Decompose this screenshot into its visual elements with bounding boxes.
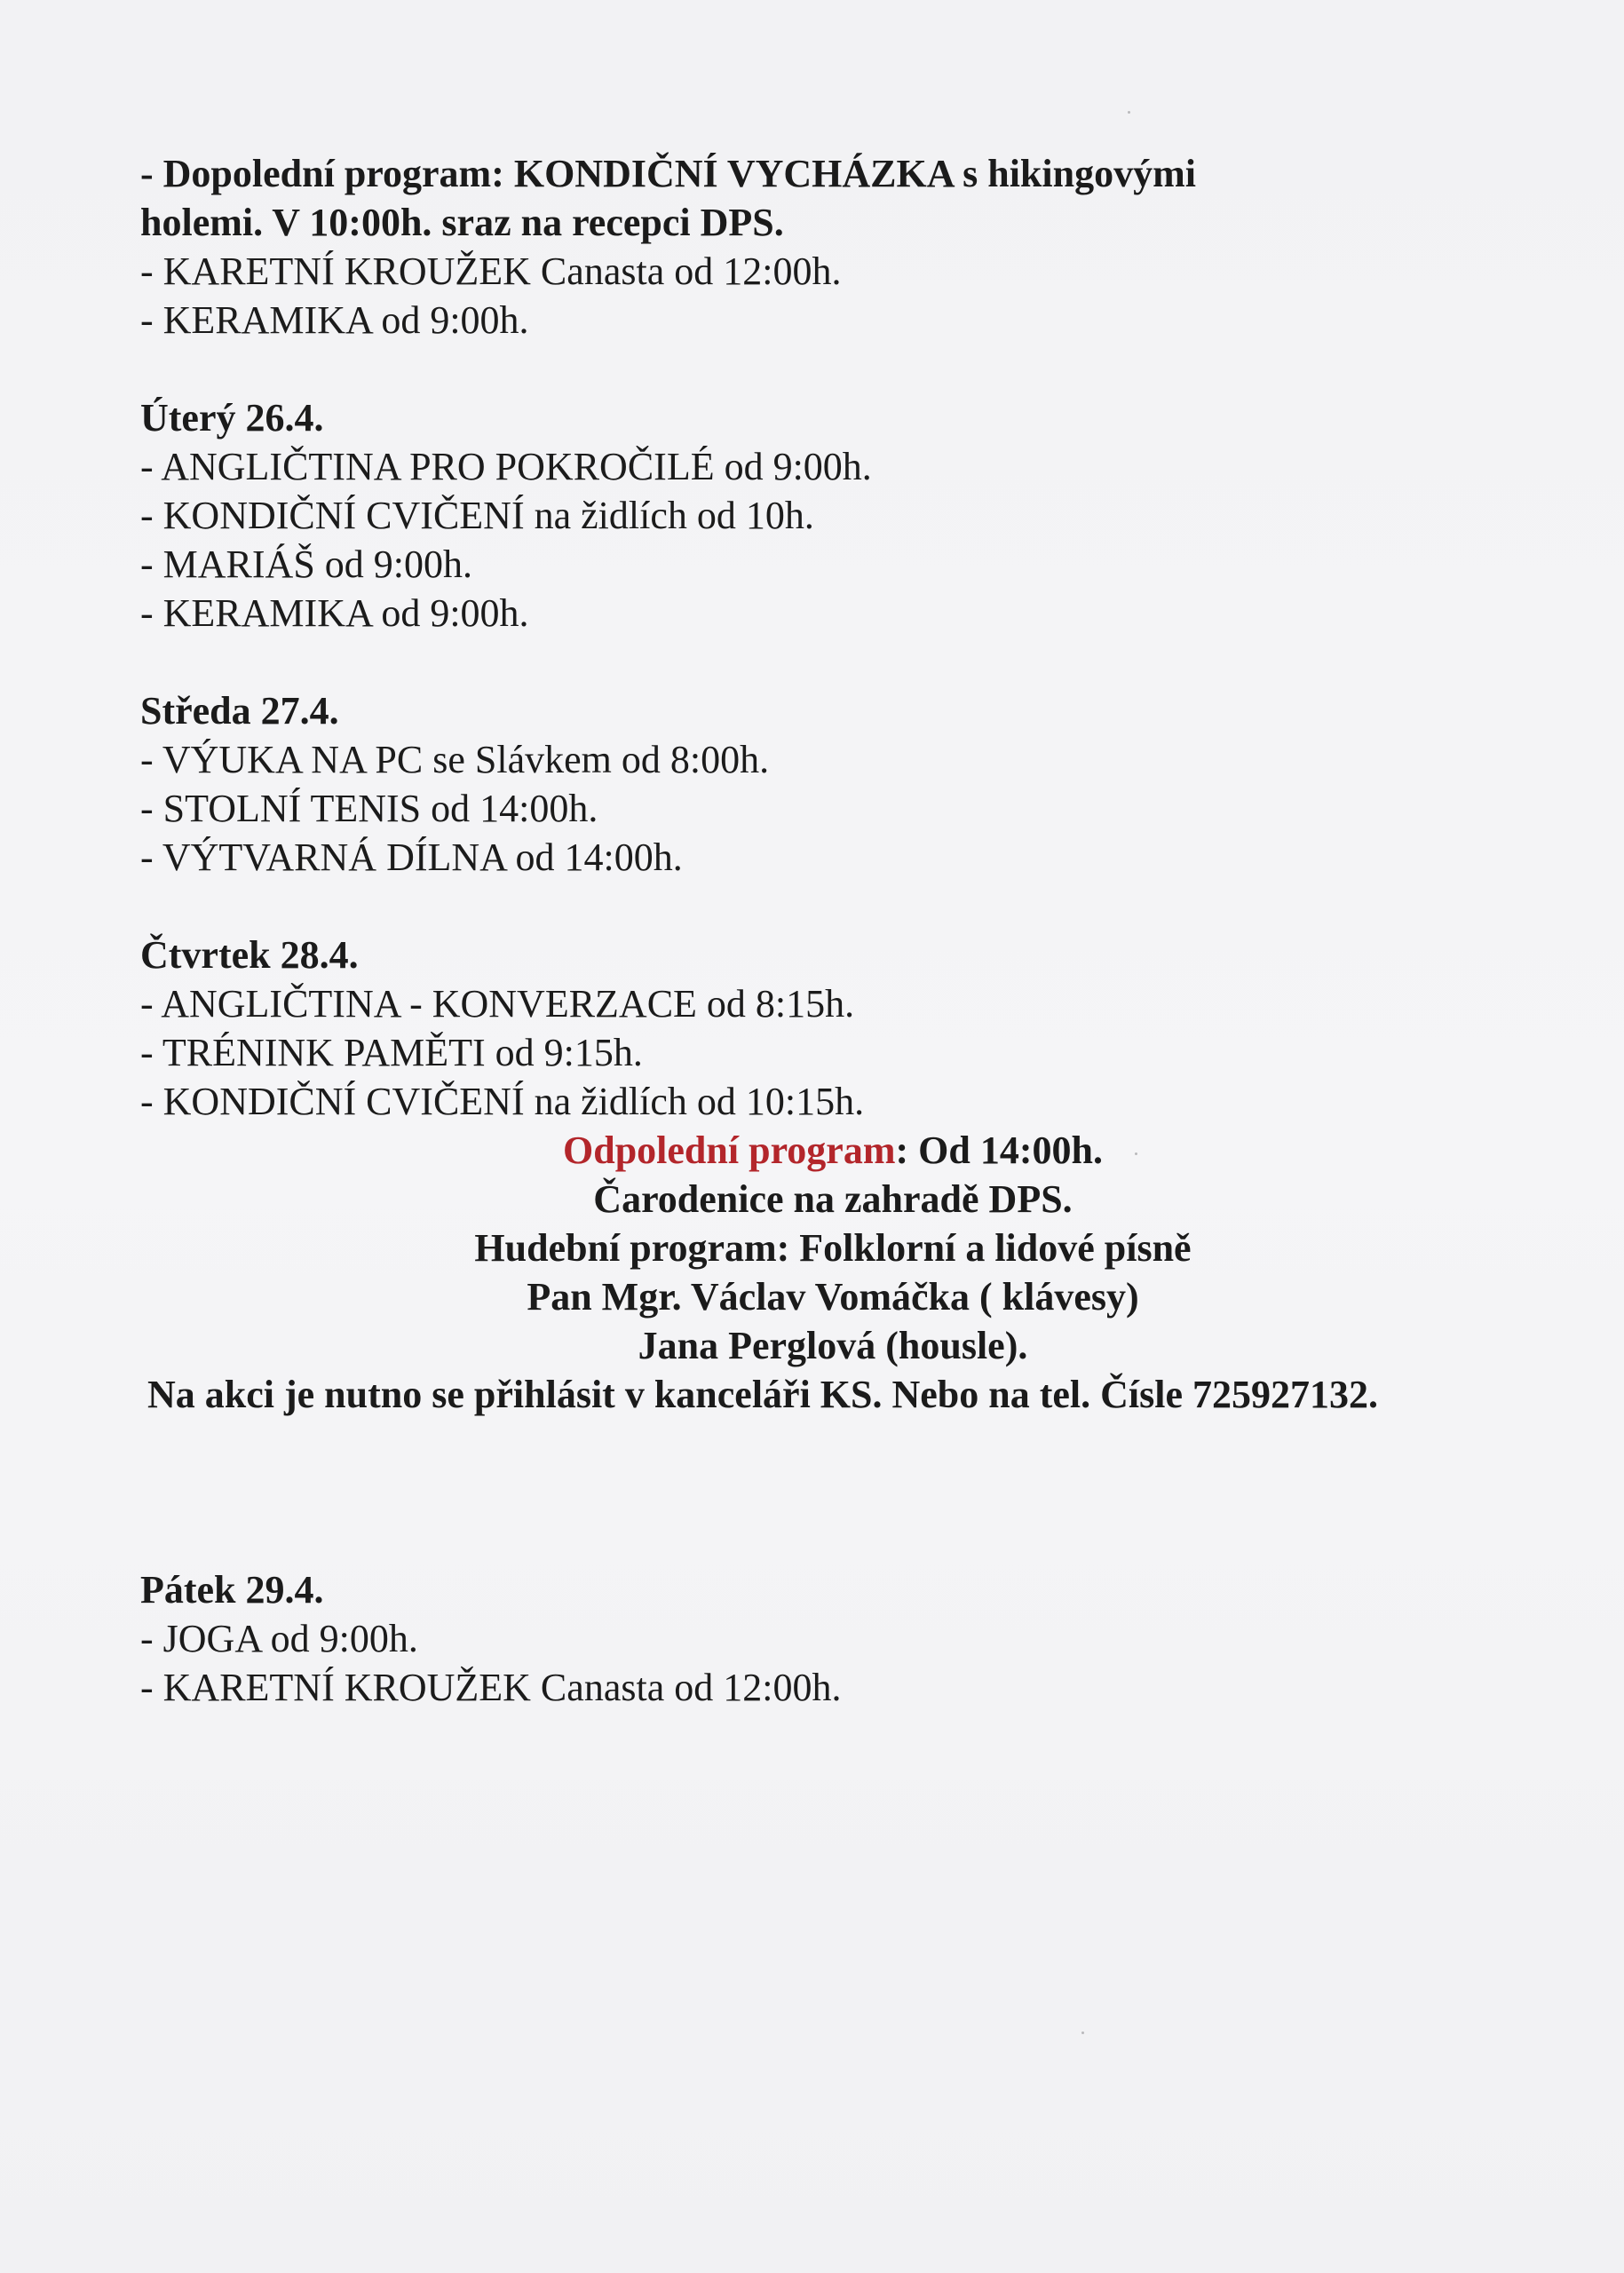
afternoon-line: Pan Mgr. Václav Vomáčka ( klávesy) <box>527 1275 1139 1319</box>
schedule-item: - JOGA od 9:00h. <box>140 1617 418 1660</box>
afternoon-program <box>140 1126 1525 1370</box>
schedule-item: - KERAMIKA od 9:00h. <box>140 591 529 635</box>
scan-speck <box>1135 1152 1137 1155</box>
schedule-content <box>140 149 1525 1712</box>
afternoon-label: Odpolední program <box>563 1129 896 1172</box>
schedule-item: - STOLNÍ TENIS od 14:00h. <box>140 787 598 830</box>
day-heading-friday: Pátek 29.4. <box>140 1568 324 1612</box>
registration-note: Na akci je nutno se přihlásit v kanceláři KS. Nebo na tel. Čísle 725927132. <box>147 1373 1379 1416</box>
day-heading-thursday: Čtvrtek 28.4. <box>140 933 359 977</box>
intro-item: - KARETNÍ KROUŽEK Canasta od 12:00h. <box>140 249 842 293</box>
scan-speck <box>1081 2031 1084 2034</box>
afternoon-line: Čarodenice na zahradě DPS. <box>593 1177 1073 1221</box>
day-heading-wednesday: Středa 27.4. <box>140 689 339 733</box>
afternoon-heading <box>140 1126 1525 1175</box>
schedule-item: - VÝUKA NA PC se Slávkem od 8:00h. <box>140 738 770 781</box>
spacer <box>140 638 1525 686</box>
schedule-item: - VÝTVARNÁ DÍLNA od 14:00h. <box>140 836 683 879</box>
schedule-item: - ANGLIČTINA PRO POKROČILÉ od 9:00h. <box>140 445 872 488</box>
schedule-item: - KONDIČNÍ CVIČENÍ na židlích od 10h. <box>140 494 814 537</box>
schedule-item: - KONDIČNÍ CVIČENÍ na židlích od 10:15h. <box>140 1080 865 1123</box>
schedule-item: - TRÉNINK PAMĚTI od 9:15h. <box>140 1031 643 1074</box>
intro-line-2: holemi. V 10:00h. sraz na recepci DPS. <box>140 201 784 244</box>
spacer <box>140 1419 1525 1565</box>
afternoon-time: : Od 14:00h. <box>895 1129 1103 1172</box>
scan-speck <box>1128 111 1130 114</box>
intro-item: - KERAMIKA od 9:00h. <box>140 298 529 342</box>
spacer <box>140 345 1525 393</box>
spacer <box>140 882 1525 931</box>
intro-line-1: - Dopolední program: KONDIČNÍ VYCHÁZKA s hikingovými <box>140 152 1196 195</box>
day-heading-tuesday: Úterý 26.4. <box>140 396 324 440</box>
schedule-item: - KARETNÍ KROUŽEK Canasta od 12:00h. <box>140 1666 842 1709</box>
afternoon-line: Jana Perglová (housle). <box>638 1324 1028 1367</box>
schedule-item: - MARIÁŠ od 9:00h. <box>140 543 473 586</box>
afternoon-line: Hudební program: Folklorní a lidové písně <box>474 1226 1192 1270</box>
schedule-item: - ANGLIČTINA - KONVERZACE od 8:15h. <box>140 982 855 1026</box>
